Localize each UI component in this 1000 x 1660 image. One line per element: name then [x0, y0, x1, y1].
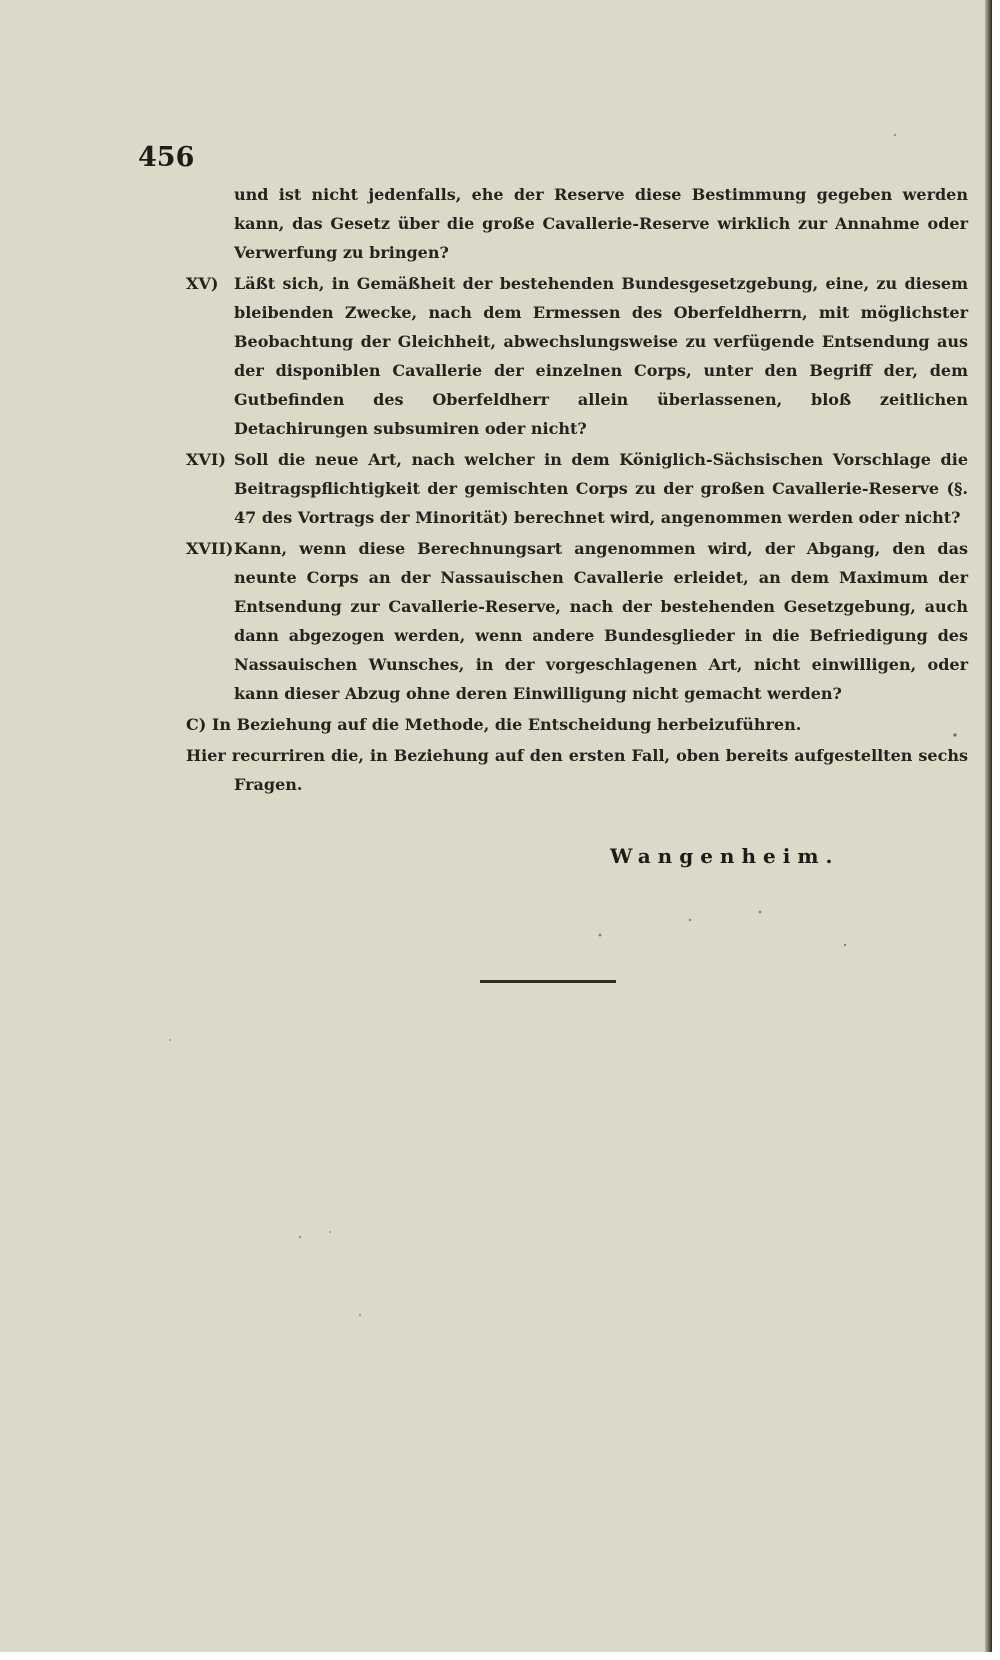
continuation-paragraph: und ist nicht jedenfalls, ehe der Reserve diese Bestimmung gegeben werden kann, das Gesetz über die große Cavallerie-Reserve wirklich zur Annahme oder Verwerfung zu bringen?	[234, 185, 968, 262]
question-text: Soll die neue Art, nach welcher in dem Königlich-Sächsischen Vorschlage die Beitragspflichtigkeit der gemischten Corps zu der großen Cavallerie-Reserve (§. 47 des Vortrags der Minorität) berechnet wird, angenommen werden oder nicht?	[234, 450, 968, 527]
question-text: Läßt sich, in Gemäßheit der bestehenden Bundesgesetzgebung, eine, zu diesem bleibenden Zwecke, nach dem Ermessen des Oberfeldherrn, mit möglichster Beobachtung der Gleichheit, abwechslungsweise zu verfügende Entsendung aus der disponiblen Cavallerie der einzelnen Corps, unter den Begriff der, dem Gutbefinden des Oberfeldherr allein überlassenen, bloß zeitlichen Detachirungen subsumiren oder nicht?	[234, 274, 968, 438]
signature: Wangenheim.	[610, 844, 840, 868]
closing-paragraph: Hier recurriren die, in Beziehung auf den ersten Fall, oben bereits aufgestellten sechs Fragen.	[186, 746, 968, 794]
question-number: XVI)	[186, 450, 226, 469]
section-c-heading: C) In Beziehung auf die Methode, die Entscheidung herbeizuführen.	[186, 715, 802, 734]
question-number: XVII)	[186, 539, 234, 558]
question-text: Kann, wenn diese Berechnungsart angenommen wird, der Abgang, den das neunte Corps an der Nassauischen Cavallerie erleidet, an dem Maximum der Entsendung zur Cavallerie-Reserve, nach der bestehenden Gesetzgebung, auch dann abgezogen werden, wenn andere Bundesglieder in die Befriedigung des Nassauischen Wunsches, in der vorgeschlagenen Art, nicht einwilligen, oder kann dieser Abzug ohne deren Einwilligung nicht gemacht werden?	[234, 539, 968, 703]
question-number: XV)	[186, 274, 219, 293]
page-number: 456	[138, 142, 195, 173]
